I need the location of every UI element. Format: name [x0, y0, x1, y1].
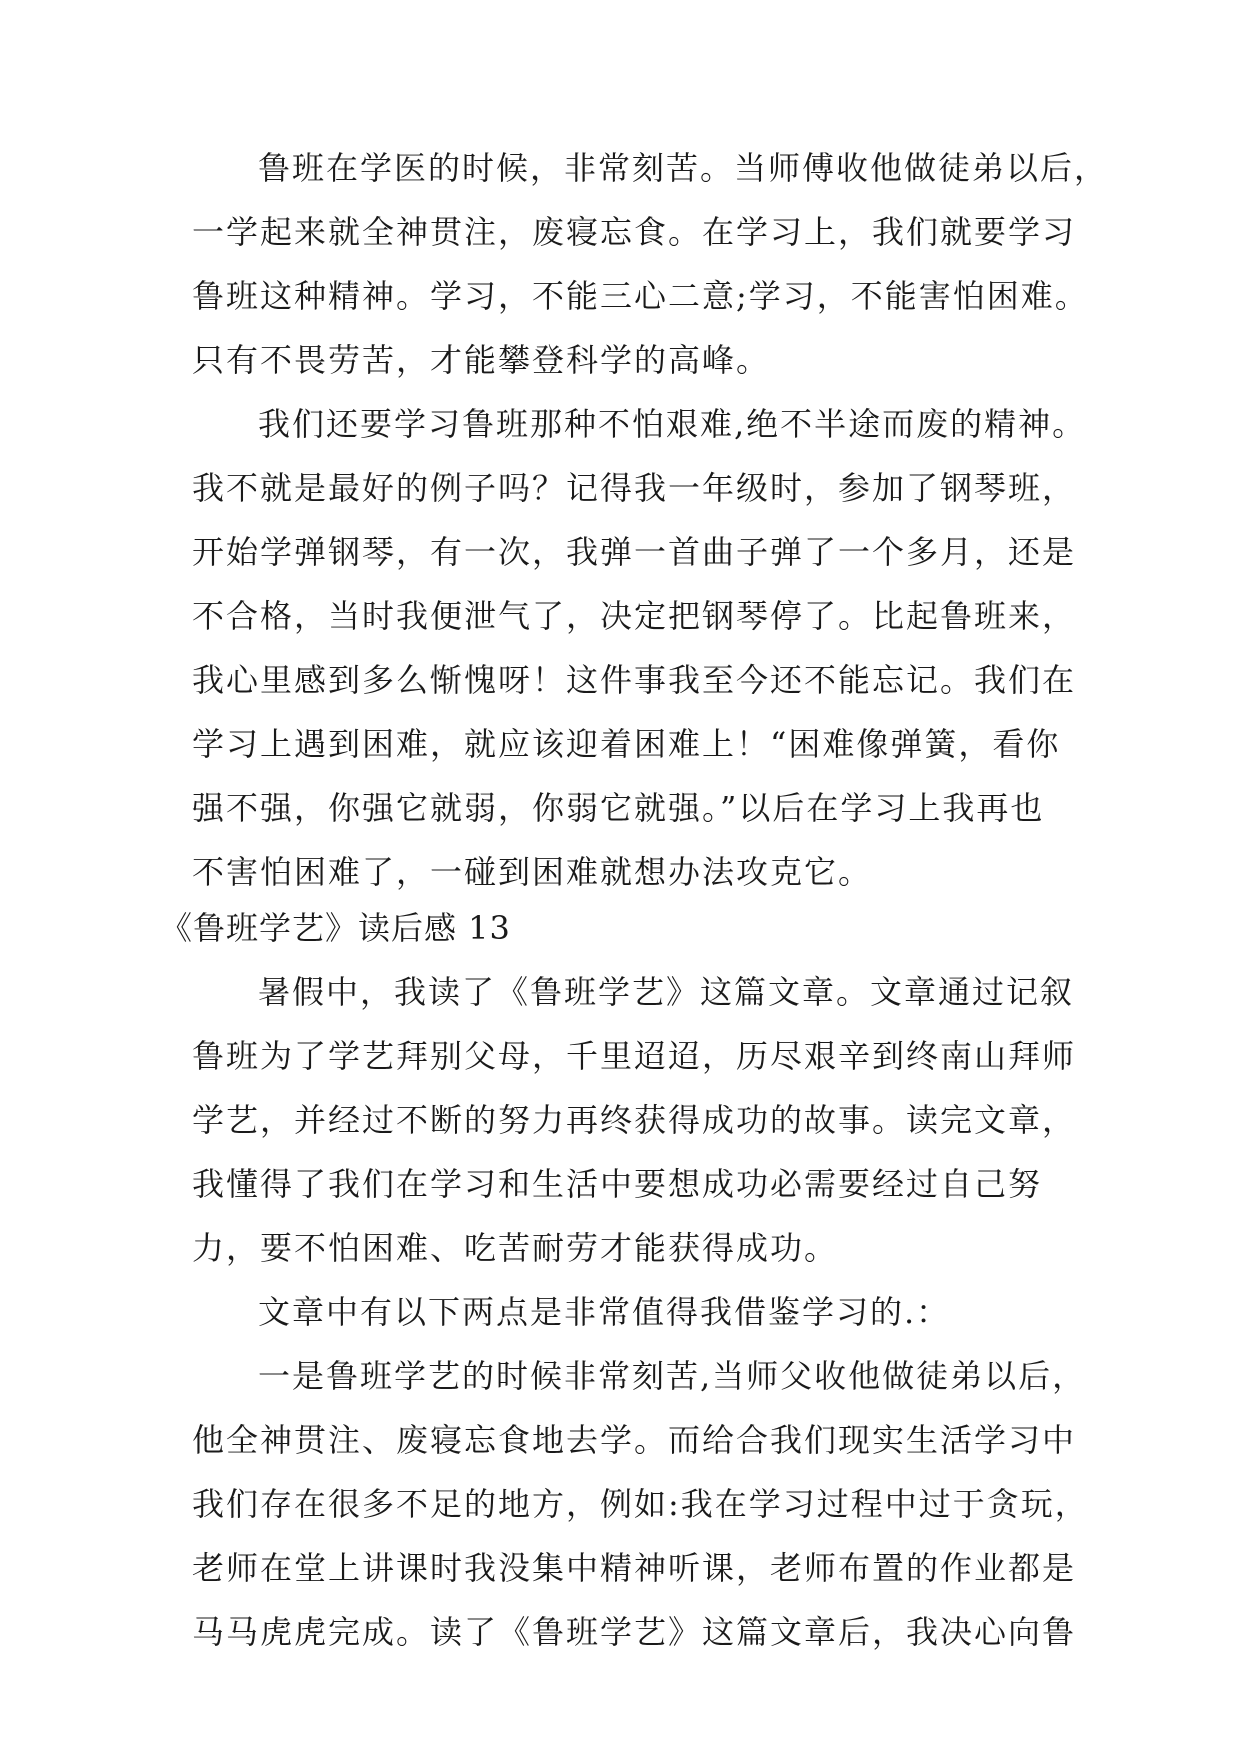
text-line: 鲁班这种精神。学习，不能三心二意;学习，不能害怕困难。 — [192, 277, 1089, 315]
text-line: 强不强，你强它就弱，你弱它就强。”以后在学习上我再也 — [192, 789, 1045, 827]
text-line: 我不就是最好的例子吗？记得我一年级时，参加了钢琴班， — [192, 469, 1077, 507]
text-line: 文章中有以下两点是非常值得我借鉴学习的.： — [258, 1293, 951, 1331]
text-line: 不害怕困难了，一碰到困难就想办法攻克它。 — [192, 853, 873, 891]
text-line: 鲁班为了学艺拜别父母，千里迢迢，历尽艰辛到终南山拜师 — [192, 1037, 1077, 1075]
text-line: 一是鲁班学艺的时候非常刻苦,当师父收他做徒弟以后， — [258, 1357, 1087, 1395]
text-line: 老师在堂上讲课时我没集中精神听课，老师布置的作业都是 — [192, 1549, 1077, 1587]
text-line: 不合格，当时我便泄气了，决定把钢琴停了。比起鲁班来， — [192, 597, 1077, 635]
text-line: 一学起来就全神贯注，废寝忘食。在学习上，我们就要学习 — [192, 213, 1077, 251]
text-line: 只有不畏劳苦，才能攀登科学的高峰。 — [192, 341, 771, 379]
text-line: 开始学弹钢琴，有一次，我弹一首曲子弹了一个多月，还是 — [192, 533, 1077, 571]
text-line: 学习上遇到困难，就应该迎着困难上！“困难像弹簧，看你 — [192, 725, 1061, 763]
text-line: 他全神贯注、废寝忘食地去学。而给合我们现实生活学习中 — [192, 1421, 1077, 1459]
text-line: 我们还要学习鲁班那种不怕艰难,绝不半途而废的精神。 — [258, 405, 1087, 443]
text-line: 马马虎虎完成。读了《鲁班学艺》这篇文章后，我决心向鲁 — [192, 1613, 1077, 1651]
text-line: 鲁班在学医的时候，非常刻苦。当师傅收他做徒弟以后， — [258, 149, 1109, 187]
text-line: 我们存在很多不足的地方，例如:我在学习过程中过于贪玩， — [192, 1485, 1089, 1523]
text-line: 暑假中，我读了《鲁班学艺》这篇文章。文章通过记叙 — [258, 973, 1075, 1011]
text-line: 我心里感到多么惭愧呀！这件事我至今还不能忘记。我们在 — [192, 661, 1077, 699]
text-line: 我懂得了我们在学习和生活中要想成功必需要经过自己努 — [192, 1165, 1043, 1203]
text-line: 力，要不怕困难、吃苦耐劳才能获得成功。 — [192, 1229, 839, 1267]
section-heading: 《鲁班学艺》读后感 13 — [160, 909, 511, 947]
text-line: 学艺，并经过不断的努力再终获得成功的故事。读完文章， — [192, 1101, 1077, 1139]
